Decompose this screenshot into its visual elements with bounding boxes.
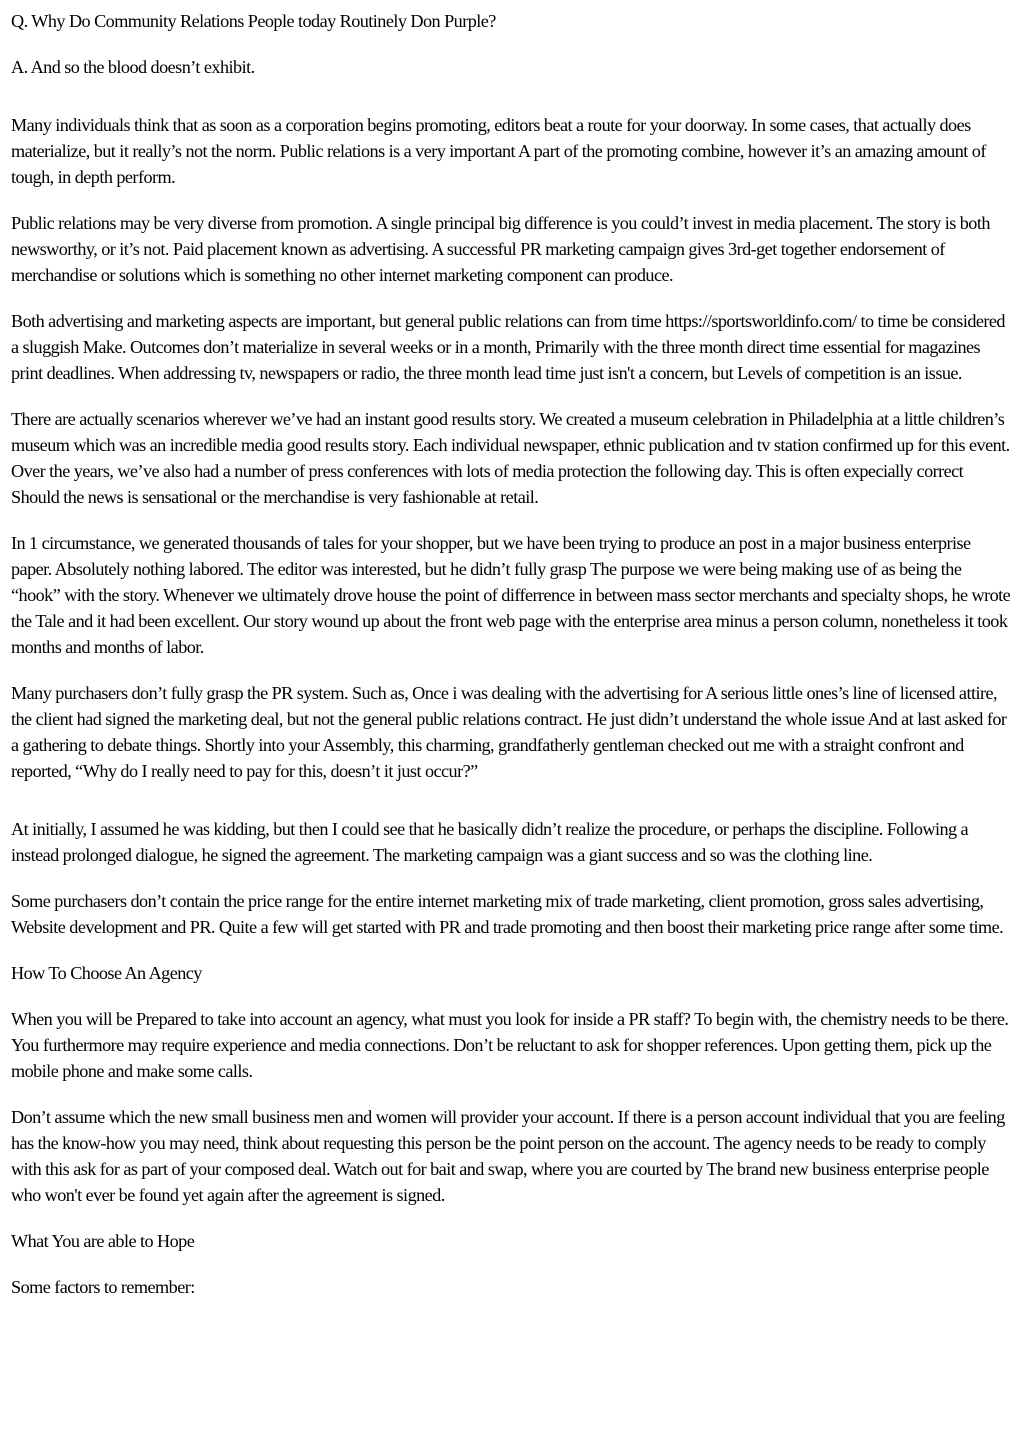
paragraph: Some factors to remember: <box>11 1277 195 1297</box>
section-heading: What You are able to Hope <box>11 1231 195 1251</box>
section-heading: How To Choose An Agency <box>11 963 202 983</box>
question-line: Q. Why Do Community Relations People today Routinely Don Purple? <box>11 11 496 31</box>
answer-line: A. And so the blood doesn’t exhibit. <box>11 57 255 77</box>
paragraph: Some purchasers don’t contain the price range for the entire internet marketing mix of trade marketing, client promotion, gross sales advertising, Website development and PR. Quite a few will get started with PR and trade promoting and then boost their marketing price range after some time. <box>11 891 1004 937</box>
paragraph: In 1 circumstance, we generated thousands of tales for your shopper, but we have been trying to produce an post in a major business enterprise paper. Absolutely nothing labored. The editor was interested, but he didn’t fully grasp The purpose we were being making use of as being the “hook” with the story. Whenever we ultimately drove house the point of differrence in between mass sector merchants and specialty shops, he wrote the Tale and it had been excellent. Our story wound up about the front web page with the enterprise area minus a person column, nonetheless it took months and months of labor. <box>11 533 1011 657</box>
paragraph: Both advertising and marketing aspects are important, but general public relations can from time https://sportsworldinfo.com/ to time be considered a sluggish Make. Outcomes don’t materialize in several weeks or in a month, Primarily with the three month direct time essential for magazines print deadlines. When addressing tv, newspapers or radio, the three month lead time just isn't a concern, but Levels of competition is an issue. <box>11 311 1005 383</box>
paragraph: When you will be Prepared to take into account an agency, what must you look for inside a PR staff? To begin with, the chemistry needs to be there. You furthermore may require experience and media connections. Don’t be reluctant to ask for shopper references. Upon getting them, pick up the mobile phone and make some calls. <box>11 1009 1009 1081</box>
document-page <box>11 8 1013 1320</box>
paragraph: Public relations may be very diverse from promotion. A single principal big difference is you could’t invest in media placement. The story is both newsworthy, or it’s not. Paid placement known as advertising. A successful PR marketing campaign gives 3rd-get together endorsement of merchandise or solutions which is something no other internet marketing component can produce. <box>11 213 990 285</box>
paragraph: At initially, I assumed he was kidding, but then I could see that he basically didn’t realize the procedure, or perhaps the discipline. Following a instead prolonged dialogue, he signed the agreement. The marketing campaign was a giant success and so was the clothing line. <box>11 819 969 865</box>
paragraph: Don’t assume which the new small business men and women will provider your account. If there is a person account individual that you are feeling has the know-how you may need, think about requesting this person be the point person on the account. The agency needs to be ready to comply with this ask for as part of your composed deal. Watch out for bait and swap, where you are courted by The brand new business enterprise people who won't ever be found yet again after the agreement is signed. <box>11 1107 1005 1205</box>
paragraph: Many individuals think that as soon as a corporation begins promoting, editors beat a route for your doorway. In some cases, that actually does materialize, but it really’s not the norm. Public relations is a very important A part of the promoting combine, however it’s an amazing amount of tough, in depth perform. <box>11 115 986 187</box>
paragraph: There are actually scenarios wherever we’ve had an instant good results story. We created a museum celebration in Philadelphia at a little children’s museum which was an incredible media good results story. Each individual newspaper, ethnic publication and tv station confirmed up for this event. Over the years, we’ve also had a number of press conferences with lots of media protection the following day. This is often expecially correct Should the news is sensational or the merchandise is very fashionable at retail. <box>11 409 1010 507</box>
paragraph: Many purchasers don’t fully grasp the PR system. Such as, Once i was dealing with the advertising for A serious little ones’s line of licensed attire, the client had signed the marketing deal, but not the general public relations contract. He just didn’t understand the whole issue And at last asked for a gathering to debate things. Shortly into your Assembly, this charming, grandfatherly gentleman checked out me with a straight confront and reported, “Why do I really need to pay for this, doesn’t it just occur?” <box>11 683 1007 781</box>
